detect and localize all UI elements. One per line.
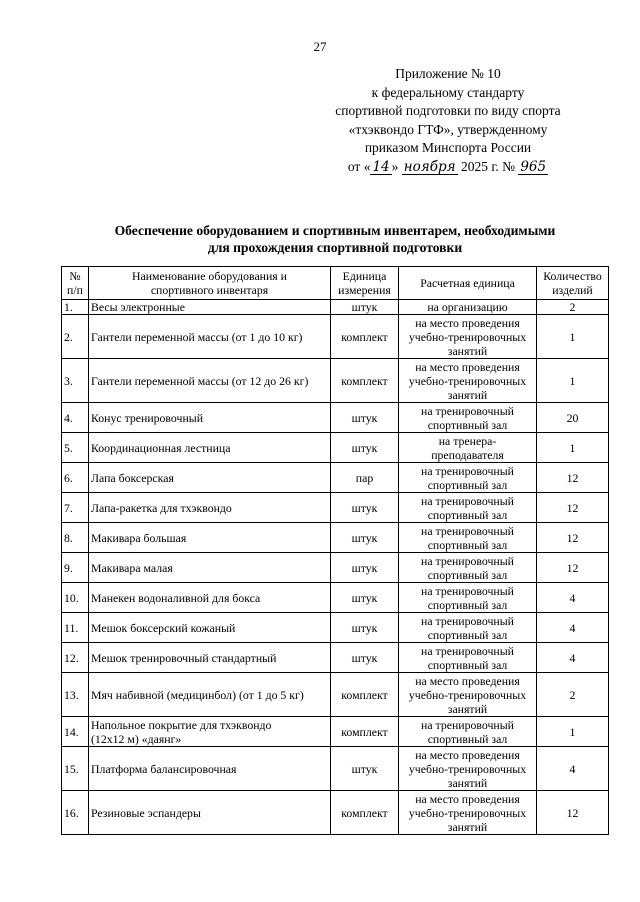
header-text: спортивного инвентаря [150, 283, 269, 297]
cell-name [89, 493, 331, 523]
cell-unit: штук [331, 553, 399, 583]
cell-name [89, 523, 331, 553]
table-row [62, 463, 609, 493]
cell-num: 1. [62, 300, 89, 315]
cell-text: занятий [447, 343, 488, 358]
cell-text: спортивный зал [427, 507, 508, 522]
cell-qty: 12 [537, 463, 609, 493]
cell-text: Резиновые эспандеры [91, 805, 201, 820]
table-body [62, 300, 609, 835]
cell-qty: 4 [537, 643, 609, 673]
appendix-line: Приложение № 10 [395, 66, 501, 81]
cell-text: на тренировочный [421, 717, 514, 732]
cell-text: на место проведения [415, 791, 520, 806]
cell-text: спортивный зал [427, 731, 508, 746]
cell-text: на место проведения [415, 315, 520, 330]
cell-text: учебно-тренировочных [408, 805, 527, 820]
cell-name [89, 747, 331, 791]
cell-qty: 4 [537, 747, 609, 791]
cell-name [89, 403, 331, 433]
cell-unit: пар [331, 463, 399, 493]
cell-name [89, 433, 331, 463]
cell-name [89, 613, 331, 643]
header-text: Единица [342, 269, 387, 283]
cell-text: на место проведения [415, 747, 520, 762]
cell-text: Лапа боксерская [91, 470, 174, 485]
cell-num: 14. [62, 717, 89, 747]
table-header-row [62, 267, 609, 300]
cell-qty: 2 [537, 300, 609, 315]
cell-text: Платформа балансировочная [91, 761, 237, 776]
cell-qty: 12 [537, 523, 609, 553]
cell-calc [399, 643, 537, 673]
order-date-line [303, 158, 593, 177]
date-day: 14 [372, 158, 390, 175]
cell-qty: 1 [537, 717, 609, 747]
cell-num: 3. [62, 359, 89, 403]
page-number: 27 [313, 39, 327, 54]
cell-text: Весы электронные [91, 300, 185, 314]
cell-text: Мяч набивной (медицинбол) (от 1 до 5 кг) [91, 687, 304, 702]
table-row [62, 583, 609, 613]
cell-calc [399, 433, 537, 463]
cell-num: 2. [62, 315, 89, 359]
cell-num: 8. [62, 523, 89, 553]
cell-calc [399, 717, 537, 747]
header-calc [399, 267, 537, 300]
appendix-line: «тхэквондо ГТФ», утвержденному [348, 121, 548, 137]
cell-calc [399, 673, 537, 717]
cell-unit: комплект [331, 717, 399, 747]
cell-unit: штук [331, 523, 399, 553]
cell-text: учебно-тренировочных [408, 761, 527, 776]
date-prefix: от « [347, 158, 371, 174]
cell-name [89, 583, 331, 613]
cell-text: спортивный зал [427, 567, 508, 582]
cell-qty: 1 [537, 433, 609, 463]
header-text: № [69, 269, 81, 283]
cell-name [89, 717, 331, 747]
cell-qty: 20 [537, 403, 609, 433]
cell-text: на тренировочный [421, 643, 514, 658]
cell-num: 10. [62, 583, 89, 613]
cell-calc [399, 359, 537, 403]
cell-text: Координационная лестница [91, 440, 231, 455]
cell-name [89, 315, 331, 359]
appendix-header [303, 65, 593, 176]
header-name [89, 267, 331, 300]
cell-text: учебно-тренировочных [408, 687, 527, 702]
cell-calc [399, 583, 537, 613]
cell-text: на тренера- [438, 433, 497, 448]
cell-calc [399, 523, 537, 553]
cell-num: 13. [62, 673, 89, 717]
cell-text: Конус тренировочный [91, 410, 204, 425]
table-row [62, 717, 609, 747]
cell-text: на тренировочный [421, 463, 514, 478]
cell-text: (12х12 м) «даянг» [91, 731, 182, 746]
table-row [62, 523, 609, 553]
table-row [62, 553, 609, 583]
cell-name [89, 791, 331, 835]
table-row [62, 315, 609, 359]
table-row [62, 673, 609, 717]
cell-num: 7. [62, 493, 89, 523]
cell-unit: штук [331, 493, 399, 523]
date-mid: » [391, 158, 399, 174]
cell-name [89, 553, 331, 583]
header-qty [537, 267, 609, 300]
header-text: Количество [543, 269, 602, 283]
cell-text: Напольное покрытие для тхэквондо [91, 717, 272, 732]
cell-text: Макивара малая [91, 560, 173, 575]
table-row [62, 791, 609, 835]
cell-text: занятий [447, 819, 488, 834]
cell-text: на тренировочный [421, 553, 514, 568]
cell-text: Гантели переменной массы (от 12 до 26 кг) [91, 373, 309, 388]
cell-num: 11. [62, 613, 89, 643]
cell-text: учебно-тренировочных [408, 329, 527, 344]
cell-num: 6. [62, 463, 89, 493]
cell-qty: 12 [537, 493, 609, 523]
cell-qty: 1 [537, 315, 609, 359]
cell-qty: 1 [537, 359, 609, 403]
cell-text: на тренировочный [421, 403, 514, 418]
cell-text: на место проведения [415, 673, 520, 688]
cell-num: 9. [62, 553, 89, 583]
cell-num: 12. [62, 643, 89, 673]
cell-qty: 2 [537, 673, 609, 717]
cell-text: Гантели переменной массы (от 1 до 10 кг) [91, 329, 303, 344]
table-row [62, 493, 609, 523]
cell-unit: штук [331, 583, 399, 613]
date-year: 2025 г. № [460, 158, 515, 174]
appendix-line: приказом Минспорта России [364, 140, 532, 155]
cell-calc [399, 493, 537, 523]
cell-text: на место проведения [415, 359, 520, 374]
cell-text: на тренировочный [421, 583, 514, 598]
cell-text: Макивара большая [91, 530, 187, 545]
table-row [62, 403, 609, 433]
cell-calc [399, 403, 537, 433]
cell-num: 15. [62, 747, 89, 791]
cell-text: Мешок боксерский кожаный [91, 620, 236, 635]
cell-text: Мешок тренировочный стандартный [91, 650, 277, 665]
cell-text: спортивный зал [427, 477, 508, 492]
cell-unit: комплект [331, 315, 399, 359]
header-text: Расчетная единица [420, 276, 515, 290]
cell-calc [399, 463, 537, 493]
cell-name [89, 643, 331, 673]
cell-calc [399, 300, 537, 315]
cell-unit: штук [331, 433, 399, 463]
cell-unit: штук [331, 300, 399, 315]
cell-unit: штук [331, 747, 399, 791]
title-line-2: для прохождения спортивной подготовки [207, 240, 463, 255]
cell-num: 16. [62, 791, 89, 835]
cell-text: на тренировочный [421, 493, 514, 508]
cell-text: на тренировочный [421, 613, 514, 628]
cell-num: 4. [62, 403, 89, 433]
table-row [62, 433, 609, 463]
date-month: ноября [403, 158, 456, 175]
cell-name [89, 359, 331, 403]
cell-text: занятий [447, 701, 488, 716]
appendix-line: спортивной подготовки по виду спорта [335, 103, 561, 118]
cell-text: на организацию [427, 300, 508, 314]
cell-unit: штук [331, 613, 399, 643]
cell-text: учебно-тренировочных [408, 373, 527, 388]
cell-num: 5. [62, 433, 89, 463]
cell-name [89, 300, 331, 315]
cell-unit: комплект [331, 673, 399, 717]
table-row [62, 643, 609, 673]
cell-text: спортивный зал [427, 537, 508, 552]
cell-calc [399, 553, 537, 583]
cell-calc [399, 315, 537, 359]
cell-text: занятий [447, 775, 488, 790]
header-text: п/п [67, 283, 83, 297]
cell-text: спортивный зал [427, 627, 508, 642]
cell-text: спортивный зал [427, 657, 508, 672]
cell-qty: 4 [537, 583, 609, 613]
header-text: изделий [552, 283, 593, 297]
cell-calc [399, 613, 537, 643]
header-num [62, 267, 89, 300]
cell-text: занятий [447, 387, 488, 402]
document-title [60, 222, 610, 256]
table-row [62, 359, 609, 403]
cell-text: спортивный зал [427, 597, 508, 612]
cell-text: Манекен водоналивной для бокса [91, 590, 261, 605]
cell-text: преподавателя [431, 447, 504, 462]
cell-text: на тренировочный [421, 523, 514, 538]
header-text: измерения [338, 283, 391, 297]
table-row [62, 747, 609, 791]
table-row [62, 613, 609, 643]
cell-unit: комплект [331, 359, 399, 403]
cell-qty: 12 [537, 553, 609, 583]
cell-unit: комплект [331, 791, 399, 835]
cell-qty: 12 [537, 791, 609, 835]
cell-name [89, 463, 331, 493]
title-line-1: Обеспечение оборудованием и спортивным инвентарем, необходимыми [114, 223, 556, 238]
cell-calc [399, 791, 537, 835]
cell-unit: штук [331, 643, 399, 673]
equipment-table [61, 266, 609, 835]
cell-calc [399, 747, 537, 791]
cell-name [89, 673, 331, 717]
cell-text: Лапа-ракетка для тхэквондо [91, 500, 232, 515]
cell-qty: 4 [537, 613, 609, 643]
header-unit [331, 267, 399, 300]
appendix-line: к федеральному стандарту [371, 84, 525, 100]
table-row [62, 300, 609, 315]
cell-text: спортивный зал [427, 417, 508, 432]
header-text: Наименование оборудования и [131, 269, 287, 283]
cell-unit: штук [331, 403, 399, 433]
order-number: 965 [520, 158, 547, 175]
